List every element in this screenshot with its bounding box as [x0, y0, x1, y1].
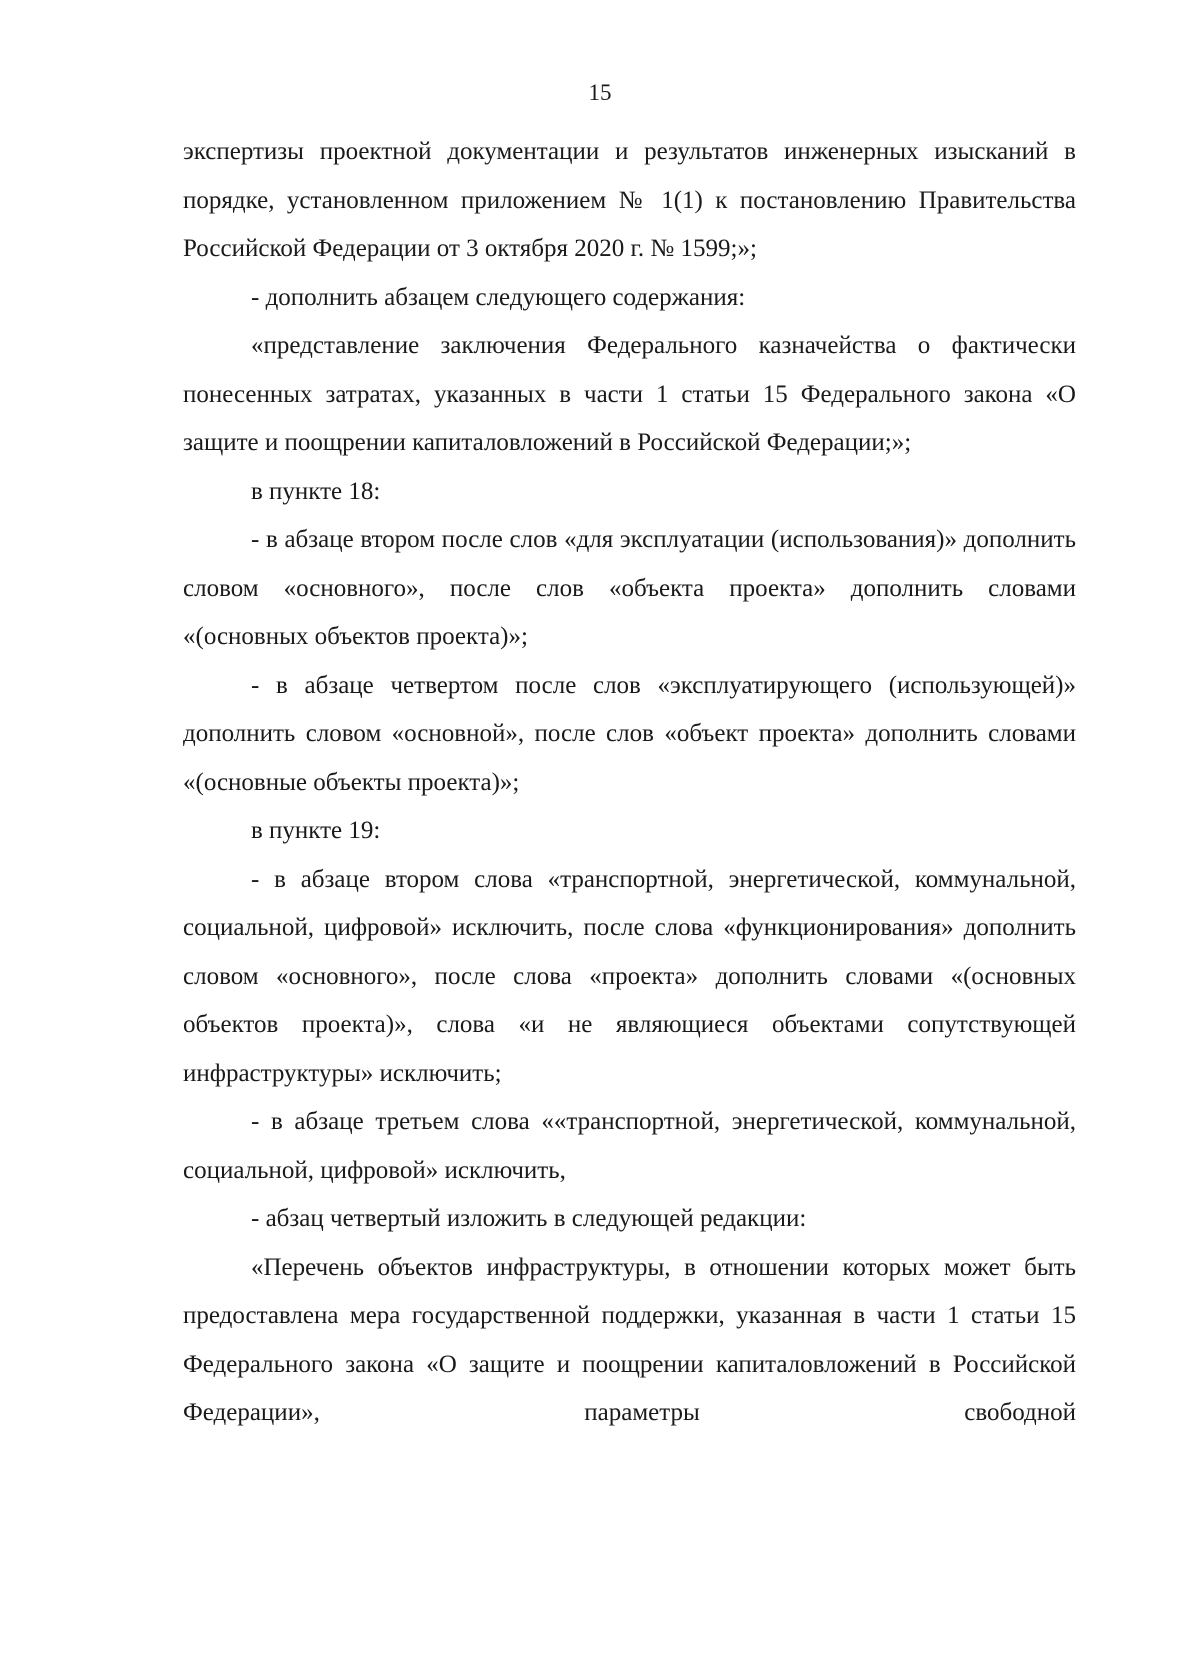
- paragraph-punkt-19-abzac-2: - в абзаце втором слова «транспортной, энергетической, коммунальной, социальной, цифровой» исключить, после слова «функционирования» дополнить словом «основного», после слова «проекта» дополнить словами «(основных объектов проекта)», слова «и не являющиеся объектами сопутствующей инфраструктуры» исключить;: [183, 865, 1076, 1087]
- page-number: 15: [588, 80, 612, 105]
- document-body: [183, 128, 1076, 1438]
- paragraph-punkt-18: в пункте 18:: [251, 477, 381, 505]
- paragraph-punkt-19-abzac-4-instruction: - абзац четвертый изложить в следующей редакции:: [251, 1205, 807, 1232]
- paragraph-punkt-19: в пункте 19:: [251, 817, 381, 844]
- paragraph-quoted-treasury-conclusion: «представление заключения Федерального казначейства о фактически понесенных затратах, указанных в части 1 статьи 15 Федерального закона «О защите и поощрении капиталовложений в Российской Федерации;»;: [183, 332, 1076, 456]
- paragraph-punkt-18-abzac-4: - в абзаце четвертом после слов «эксплуатирующего (использующей)» дополнить словом «основной», после слов «объект проекта» дополнить словами «(основные объекты проекта)»;: [183, 671, 1076, 796]
- paragraph-continuation: экспертизы проектной документации и результатов инженерных изысканий в порядке, установленном приложением № 1(1) к постановлению Правительства Российской Федерации от 3 октября 2020 г. № 1599;»;: [183, 138, 1076, 262]
- paragraph-punkt-18-abzac-2: - в абзаце втором после слов «для эксплуатации (использования)» дополнить словом «основного», после слов «объекта проекта» дополнить словами «(основных объектов проекта)»;: [183, 526, 1076, 650]
- paragraph-punkt-19-abzac-3: - в абзаце третьем слова ««транспортной, энергетической, коммунальной, социальной, цифровой» исключить,: [183, 1108, 1076, 1184]
- paragraph-quoted-infrastructure-list: «Перечень объектов инфраструктуры, в отношении которых может быть предоставлена мера государственной поддержки, указанная в части 1 статьи 15 Федерального закона «О защите и поощрении капиталовложений в Российской Федерации», параметры свободной: [183, 1253, 1076, 1426]
- paragraph-instruction-add-abzac: - дополнить абзацем следующего содержания:: [251, 283, 746, 311]
